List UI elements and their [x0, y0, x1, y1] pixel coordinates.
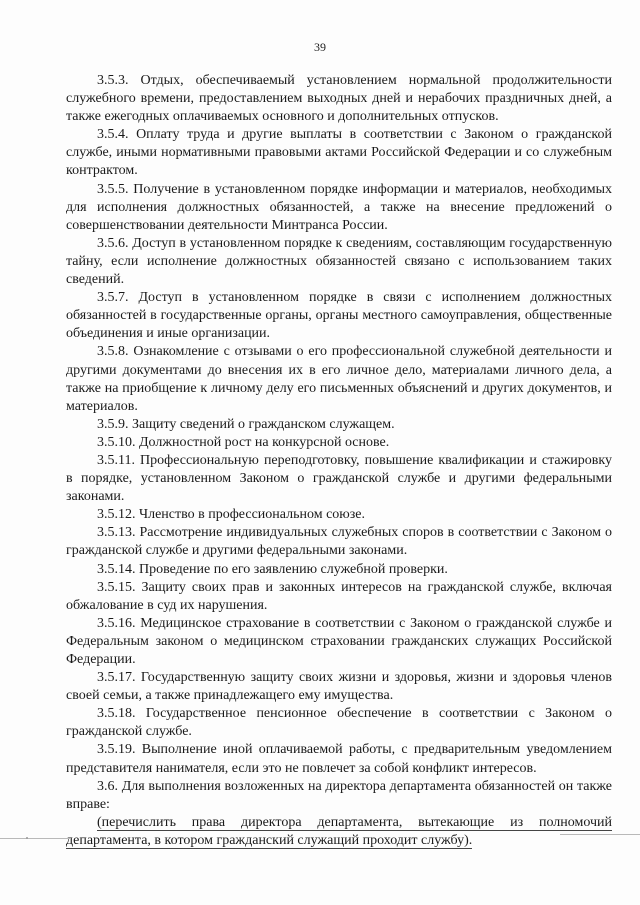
paragraph-3-5-12: 3.5.12. Членство в профессиональном союзе. — [97, 507, 365, 523]
paragraph-3-5-7: 3.5.7. Доступ в установленном порядке в связи с исполнением должностных обязанностей в государственные органы, органы местного самоуправления, общественные объединения и иные организации. — [66, 290, 612, 342]
paragraph-3-5-16: 3.5.16. Медицинское страхование в соответствии с Законом о гражданской службе и Федеральным законом о медицинском страховании гражданских служащих Российской Федерации. — [66, 615, 612, 667]
paragraph-3-5-4: 3.5.4. Оплату труда и другие выплаты в соответствии с Законом о гражданской службе, иными нормативными правовыми актами Российской Федерации и со служебным контрактом. — [66, 127, 612, 179]
paragraph-3-5-9: 3.5.9. Защиту сведений о гражданском служащем. — [97, 416, 395, 432]
paragraph-3-5-13: 3.5.13. Рассмотрение индивидуальных служебных споров в соответствии с Законом о гражданской службе и другими федеральными законами. — [66, 525, 612, 559]
paragraph-3-5-14: 3.5.14. Проведение по его заявлению служебной проверки. — [97, 561, 448, 577]
paragraph-3-5-18: 3.5.18. Государственное пенсионное обеспечение в соответствии с Законом о гражданской службе. — [66, 706, 612, 740]
paragraph-3-5-5: 3.5.5. Получение в установленном порядке информации и материалов, необходимых для исполнения должностных обязанностей, а также на внесение предложений о совершенствовании деятельности Минтранса России. — [66, 181, 612, 233]
paragraph-3-5-19: 3.5.19. Выполнение иной оплачиваемой работы, с предварительным уведомлением представителя нанимателя, если это не повлечет за собой конфликт интересов. — [66, 742, 612, 776]
paragraph-note — [66, 814, 612, 850]
scan-artifact-line — [0, 838, 70, 839]
scan-artifact-line — [560, 834, 640, 835]
note-underlined-text: (перечислить права директора департамента, вытекающие из полномочий департамента, в котором гражданский служащий проходит службу). — [66, 814, 612, 848]
paragraph-3-5-17: 3.5.17. Государственную защиту своих жизни и здоровья, жизни и здоровья членов своей семьи, а также принадлежащего ему имущества. — [66, 670, 612, 704]
paragraph-3-5-11: 3.5.11. Профессиональную переподготовку, повышение квалификации и стажировку в порядке, установленном Законом о гражданской службе и другими федеральными законами. — [66, 452, 612, 505]
scan-artifact-dot — [26, 837, 28, 839]
page-number: 39 — [314, 40, 326, 54]
paragraph-3-5-15: 3.5.15. Защиту своих прав и законных интересов на гражданской службе, включая обжалование в суд их нарушения. — [66, 579, 612, 613]
paragraph-3-6: 3.6. Для выполнения возложенных на директора департамента обязанностей он также вправе: — [66, 778, 612, 812]
paragraph-3-5-8: 3.5.8. Ознакомление с отзывами о его профессиональной служебной деятельности и другими документами до внесения их в его личное дело, материалами личного дела, а также на приобщение к личному делу его письменных объяснений и других документов, и материалов. — [66, 344, 612, 414]
document-body — [66, 72, 612, 850]
paragraph-3-5-10: 3.5.10. Должностной рост на конкурсной основе. — [97, 434, 390, 450]
paragraph-3-5-3: 3.5.3. Отдых, обеспечиваемый установлением нормальной продолжительности служебного времени, предоставлением выходных дней и нерабочих праздничных дней, а также ежегодных оплачиваемых основного и дополнительных отпусков. — [66, 73, 612, 125]
paragraph-3-5-6: 3.5.6. Доступ в установленном порядке к сведениям, составляющим государственную тайну, если исполнение должностных обязанностей связано с использованием таких сведений. — [66, 235, 612, 288]
